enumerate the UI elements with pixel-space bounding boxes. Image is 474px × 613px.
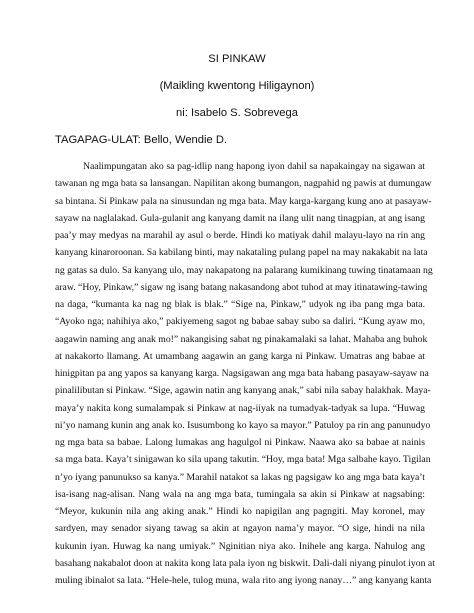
body-line: ng mga bata sa babae. Lalong lumakas ang hagulgol ni Pinkaw. Naawa ako sa babae at nainis: [55, 437, 425, 448]
body-line: sa mga bata. Kaya’t sinigawan ko sila upang takutin. “Hoy, mga bata! Mga salbahe kayo. Tigilan: [55, 454, 431, 466]
body-line: Naalimpungatan ako sa pag-idlip nang hapong iyon dahil sa napakaingay na sigawan at: [83, 161, 425, 172]
story-body: [55, 158, 435, 589]
body-line: basahang nakabalot doon at nakita kong lata pala iyon ng biskwit. Dali-dali niyang pinulot iyon at: [55, 557, 435, 569]
story-author: ni: Isabelo S. Sobrevega: [176, 107, 298, 119]
body-line: kukunin iyan. Huwag ka nang umiyak.” Nginitian niya ako. Inihele ang karga. Nahulog ang: [55, 540, 425, 552]
body-line: kanyang kinaroroonan. Sa kabilang binti, may nakataling pulang papel na may nakakabit na lata: [55, 247, 428, 259]
body-line: n’yo iyang panunukso sa kanya.” Marahil natakot sa lakas ng pagsigaw ko ang mga bata kaya’t: [55, 471, 425, 483]
body-line: ni’yo namang kunin ang anak ko. Isusumbong ko kayo sa mayor.” Patuloy pa rin ang panunudyo: [55, 419, 431, 431]
reporter-line: TAGAPAG-ULAT: Bello, Wendie D.: [55, 134, 228, 146]
story-title: SI PINKAW: [208, 53, 266, 65]
body-line: tawanan ng mga bata sa lansangan. Napilitan akong bumangon, nagpahid ng pawis at dumungaw: [55, 178, 432, 190]
body-line: isa-isang nag-alisan. Nang wala na ang mga bata, tumingala sa akin si Pinkaw at nagsabing:: [55, 488, 425, 500]
story-subtitle: (Maikling kwentong Hiligaynon): [159, 80, 315, 92]
body-line: aagawin naming ang anak mo!” nakangising sabat ng pinakamalaki sa lahat. Mahaba ang buhok: [55, 333, 428, 345]
body-line: “Ayoko nga; nahihiya ako,” pakiyemeng sagot ng babae sabay subo sa daliri. “Kung ayaw mo,: [55, 316, 425, 328]
body-line: paa’y may medyas na marahil ay asul o berde. Hindi ko matiyak dahil malayu-layo na rin ang: [55, 230, 425, 241]
body-line: hinigpitan pa ang yapos sa kanyang karga. Nagsigawan ang mga bata habang pasayaw-sayaw na: [55, 368, 429, 379]
body-line: araw. “Hoy, Pinkaw,” sigaw ng isang batang nakasandong abot tuhod at may itinatawing-tawing: [55, 281, 428, 293]
body-line: sardyen, may senador siyang tawag sa akin at ngayon nama’y mayor. “O sige, hindi na nila: [55, 523, 425, 535]
body-line: ng gatas sa dulo. Sa kanyang ulo, may nakapatong na palarang kumikinang tuwing tinatamaan ng: [55, 264, 433, 276]
body-line: at nakakorto llamang. At umambang aagawin an gang karga ni Pinkaw. Umatras ang babae at: [55, 350, 425, 362]
body-line: sa bintana. Si Pinkaw pala na sinusundan ng mga bata. May karga-kargang kung ano at pasayaw-: [55, 195, 432, 207]
body-line: sayaw na naglalakad. Gula-gulanit ang kanyang damit na ilang ulit nang tinagpian, at ang isang: [55, 212, 425, 224]
body-line: muling ibinalot sa lata. “Hele-hele, tulog muna, wala rito ang iyong nanay…” ang kanyang kanta: [55, 575, 432, 586]
body-line: maya’y nakita kong sumalampak si Pinkaw at nag-iiyak na tumadyak-tadyak sa lupa. “Huwag: [55, 402, 425, 414]
body-line: na daga, “kumanta ka nag ng blak is blak.” “Sige na, Pinkaw,” udyok ng iba pang mga bata.: [55, 299, 425, 310]
body-line: pinalilibutan si Pinkaw. “Sige, agawin natin ang kanyang anak,” sabi nila sabay halakhak. Maya-: [55, 385, 431, 397]
body-line: “Meyor, kukunin nila ang aking anak.” Hindi ko napigilan ang pagngiti. May koronel, may: [55, 506, 425, 517]
